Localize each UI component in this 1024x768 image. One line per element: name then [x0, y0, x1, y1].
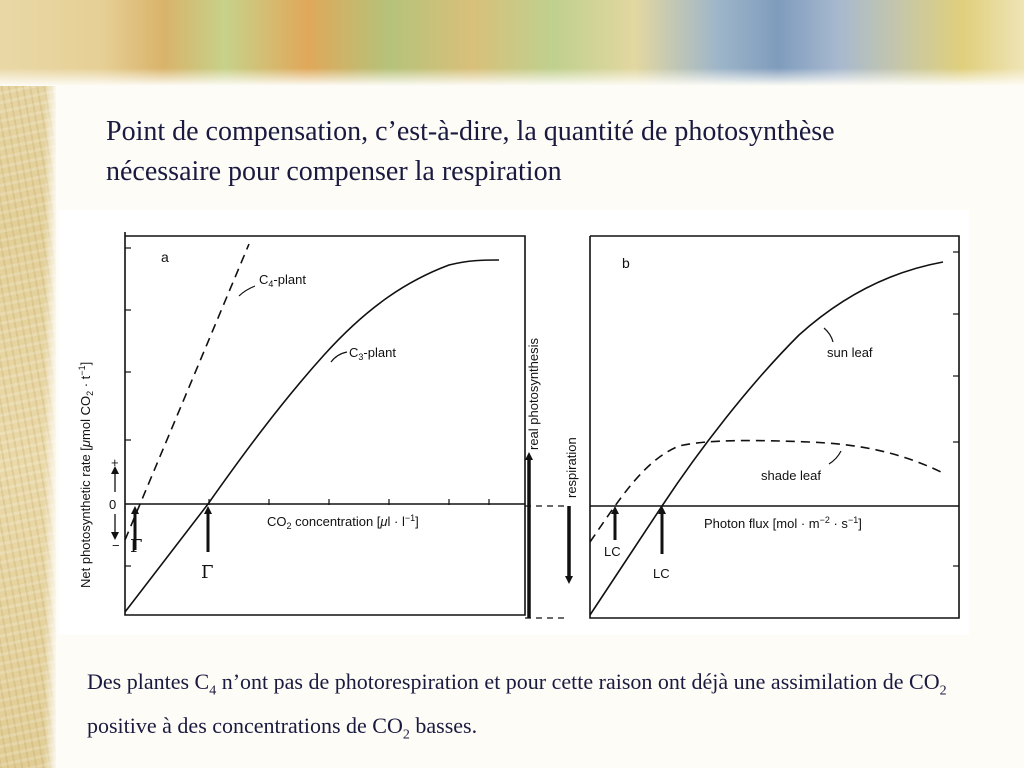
xa-sup: −1: [404, 513, 416, 523]
xa-sub: 2: [286, 521, 292, 531]
figure-svg: [59, 210, 969, 635]
gamma-c4-label: Γ: [130, 536, 143, 557]
shade-leaf-label: shade leaf: [761, 468, 821, 483]
c3-plant-label: [349, 345, 396, 362]
title-line-2: nécessaire pour compenser la respiration: [106, 156, 562, 187]
c3-c: C: [349, 345, 359, 360]
caption-sub-2: 2: [939, 683, 947, 699]
sun-leaf-curve: [590, 262, 943, 615]
top-decorative-banner: [0, 0, 1024, 86]
plus-sign: +: [111, 455, 119, 470]
xa-mu: μ: [380, 514, 388, 529]
panel-b-letter: b: [622, 255, 630, 271]
xa-l: l · l: [387, 514, 405, 529]
panel-a-frame: [125, 232, 525, 615]
panel-b-frame: [590, 236, 959, 618]
caption-sub-3: 2: [402, 727, 410, 743]
xa-close: ]: [415, 514, 419, 529]
y-axis-label-mu: μ: [78, 439, 93, 448]
c4-c: C: [259, 272, 269, 287]
lc-shade-label: LC: [604, 544, 621, 559]
minus-sign: −: [112, 538, 120, 553]
shade-leaf-leader: [829, 451, 841, 464]
y-axis-label-dot: ·: [78, 379, 93, 391]
panel-b-ticks: [953, 252, 959, 566]
c3-plant-curve: [125, 260, 499, 612]
lc-sun-label: LC: [653, 566, 670, 581]
c3-label-leader: [331, 352, 347, 362]
xb-mid: · s: [829, 516, 848, 531]
caption-part-3: positive à des concentrations de CO: [87, 713, 403, 739]
caption-part-2: n’ont pas de photorespiration et pour cette raison ont déjà une assimilation de CO: [216, 669, 940, 694]
xb-sup1: −2: [819, 515, 830, 525]
y-axis-label-sup: −1: [77, 365, 87, 376]
c4-plant-label: [259, 272, 306, 289]
title-line-1: Point de compensation, c’est-à-dire, la quantité de photosynthèse: [106, 116, 835, 147]
xa-co: CO: [267, 514, 287, 529]
c4-rest: -plant: [273, 272, 306, 287]
xb-main: Photon flux [mol · m: [704, 516, 820, 531]
respiration-label: respiration: [564, 437, 579, 498]
y-axis-label-close: ]: [78, 361, 93, 366]
c4-label-leader: [239, 286, 255, 296]
y-axis-label-sub: 2: [85, 390, 95, 396]
slide-caption: [87, 664, 1007, 753]
caption-sub-1: 4: [209, 683, 217, 699]
c3-rest: -plant: [363, 345, 396, 360]
panel-a-x-axis-label: [267, 513, 419, 531]
panel-a-letter: a: [161, 249, 169, 265]
y-axis-label-mol: mol CO: [78, 395, 93, 440]
c4-plant-curve: [125, 244, 249, 540]
real-photosynthesis-label: real photosynthesis: [526, 337, 541, 450]
xb-close: ]: [858, 516, 862, 531]
sun-leaf-leader: [824, 328, 833, 342]
xa-rest: concentration [: [291, 514, 381, 529]
y-axis-label-unit: t: [78, 375, 93, 380]
sun-leaf-label: sun leaf: [827, 345, 873, 360]
gamma-c3-label: Γ: [201, 562, 214, 583]
photosynthesis-figure: [59, 210, 969, 635]
left-decorative-strip: [0, 0, 56, 768]
zero-label: 0: [109, 497, 117, 512]
y-axis-label-main: Net photosynthetic rate [: [78, 447, 93, 588]
slide-title: [106, 112, 1006, 192]
y-axis-label: [77, 362, 95, 588]
banner-fade: [0, 68, 1024, 86]
panel-b-x-axis-label: [704, 515, 862, 531]
c3-sub: 3: [358, 352, 364, 362]
xb-sup2: −1: [847, 515, 859, 525]
c4-sub: 4: [268, 279, 274, 289]
caption-part-4: basses.: [409, 713, 478, 739]
caption-part-1: Des plantes C: [87, 669, 210, 694]
